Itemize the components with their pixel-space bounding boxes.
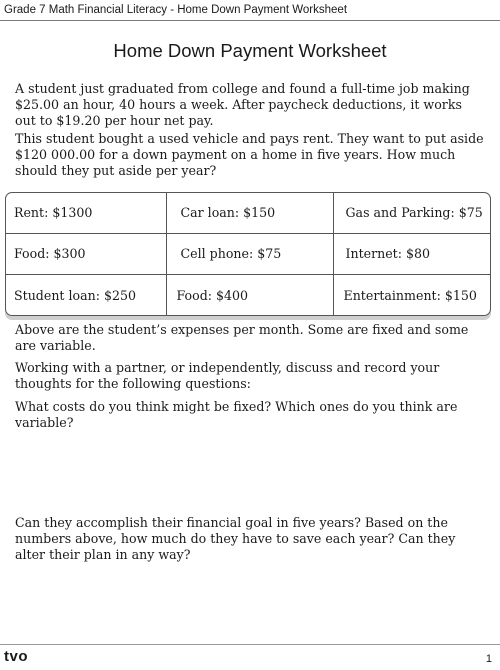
page-title: Home Down Payment Worksheet <box>113 40 387 61</box>
expenses-table <box>5 192 491 316</box>
expenses-note: Above are the student’s expenses per month. Some are fixed and some are variable. <box>15 322 469 353</box>
tvo-logo: tvo <box>4 648 28 665</box>
expense-cell: Entertainment: $150 <box>333 275 491 315</box>
page-header: Grade 7 Math Financial Literacy - Home Down Payment Worksheet <box>0 0 500 21</box>
table-row <box>6 233 491 275</box>
expense-cell: Food: $300 <box>6 233 166 275</box>
expense-cell: Car loan: $150 <box>166 193 333 233</box>
expense-cell: Cell phone: $75 <box>166 233 333 275</box>
question-financial-goal: Can they accomplish their financial goal in five years? Based on the numbers above, how much do they have to save each year? Can they alter their plan in any way? <box>15 515 456 562</box>
footer-divider <box>0 644 500 645</box>
instructions-paragraph: Working with a partner, or independently, discuss and record your thoughts for the following questions: <box>15 360 440 391</box>
goal-paragraph: This student bought a used vehicle and pays rent. They want to put aside $120 000.00 for a down payment on a home in five years. How much should they put aside per year? <box>15 131 484 178</box>
expense-cell: Gas and Parking: $75 <box>333 193 491 233</box>
expense-cell: Internet: $80 <box>333 233 491 275</box>
question-fixed-variable: What costs do you think might be fixed? Which ones do you think are variable? <box>15 399 458 430</box>
expense-cell: Food: $400 <box>166 275 333 315</box>
expense-cell: Rent: $1300 <box>6 193 166 233</box>
expense-cell: Student loan: $250 <box>6 275 166 315</box>
table-row <box>6 275 491 315</box>
intro-paragraph: A student just graduated from college and found a full-time job making $25.00 an hour, 40 hours a week. After paycheck deductions, it works out to $19.20 per hour net pay. <box>15 81 470 128</box>
page-number: 1 <box>485 653 492 665</box>
table-row <box>6 193 491 233</box>
